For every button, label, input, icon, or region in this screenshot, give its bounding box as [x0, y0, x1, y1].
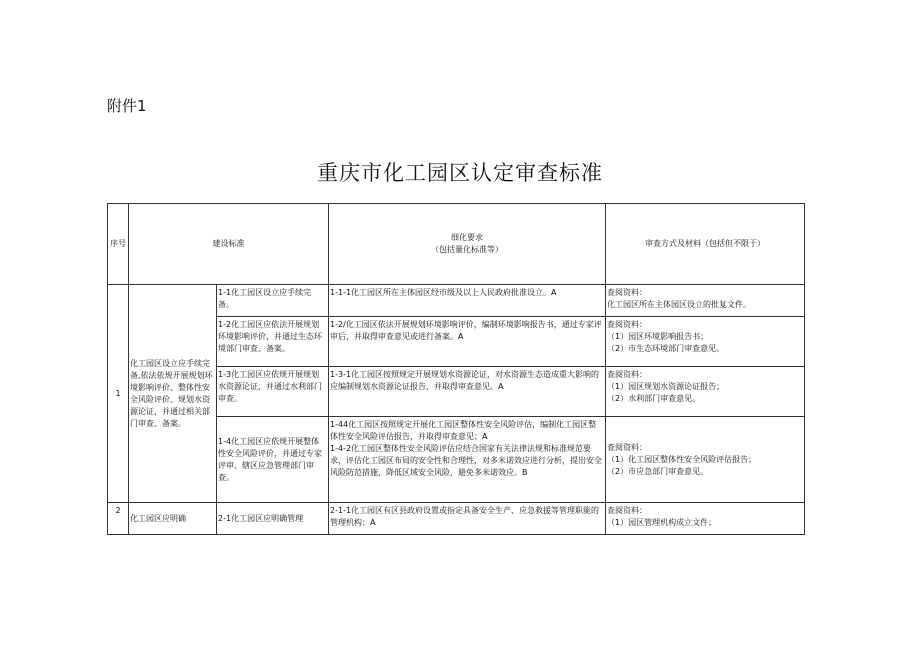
table-row — [108, 285, 805, 317]
attachment-label: 附件1 — [107, 97, 147, 115]
standards-table — [107, 203, 805, 535]
sub-standard: 1-3化工园区应依规开展规划水资源论证，并通过水利部门审查。 — [217, 367, 329, 417]
header-requirement-line2: （包括量化标准等） — [431, 245, 503, 254]
row-number: 2 — [108, 503, 129, 535]
requirement: 1-44化工园区按照规定开展化工园区整体性安全风险评估，编制化工园区整体性安全风险评估报告，并取得审查意见；A 1-4-2化工园区整体性安全风险评估应结合国家有关法律法规和标准规范要求，评估化工园区布局的安全性和合理性，对多米诺效应进行分析，提出安全风险防范措施，降低区域安全风险，避免多米诺效应。B — [329, 417, 606, 503]
requirement: 1-1-1化工园区所在主体园区经市级及以上人民政府批准设立。A — [329, 285, 606, 317]
header-standard: 建设标准 — [129, 204, 329, 285]
sub-standard: 2-1化工园区应明确管理 — [217, 503, 329, 535]
header-no: 序号 — [108, 204, 129, 285]
requirement: 1-3-1化工园区按照规定开展规划水资源论证，对水资源生态造成重大影响的应编制规划水资源论证报告，并取得审查意见。A — [329, 367, 606, 417]
row-standard: 化工园区应明确 — [129, 503, 217, 535]
sub-standard: 1-1化工园区设立应手续完备。 — [217, 285, 329, 317]
sub-standard: 1-4化工园区应依规开展整体性安全风险评价，并通过专家评审、辖区应急管理部门审查。 — [217, 417, 329, 503]
materials: 查阅资料： （1）化工园区整体性安全风险评估报告； （2）市应急部门审查意见。 — [606, 417, 805, 503]
document-title: 重庆市化工园区认定审查标准 — [317, 161, 603, 185]
header-requirement-line1: 细化要求 — [451, 233, 483, 242]
sub-standard: 1-2化工园区应依法开展规划环境影响评价，并通过生态环境部门审查、备案。 — [217, 317, 329, 367]
row-standard: 化工园区设立应手续完备,依法依规开展规划环境影响评价、整体性安全风险评价、规划水资源论证，并通过相关部门审查、备案。 — [129, 285, 217, 503]
requirement: 2-1-1化工园区有区县政府设置或指定具备安全生产、应急救援等管理职能的管理机构；A — [329, 503, 606, 535]
table-header-row — [108, 204, 805, 285]
materials: 查阅资料： 化工园区所在主体园区设立的批复文件。 — [606, 285, 805, 317]
materials: 查阅资料： （1）园区管理机构成立文件； — [606, 503, 805, 535]
materials: 查阅资料： （1）园区规划水资源论证报告； （2）水利部门审查意见。 — [606, 367, 805, 417]
row-number: 1 — [108, 285, 129, 503]
header-materials: 审查方式及材料（包括但不限于） — [606, 204, 805, 285]
materials: 查阅资料： （1）园区环境影响报告书； （2）市生态环境部门审查意见。 — [606, 317, 805, 367]
header-requirement — [329, 204, 606, 285]
requirement: 1-2/化工园区依法开展规划环境影响评价，编制环境影响报告书，通过专家评审后，并取得审查意见或进行备案。A — [329, 317, 606, 367]
table-row — [108, 503, 805, 535]
